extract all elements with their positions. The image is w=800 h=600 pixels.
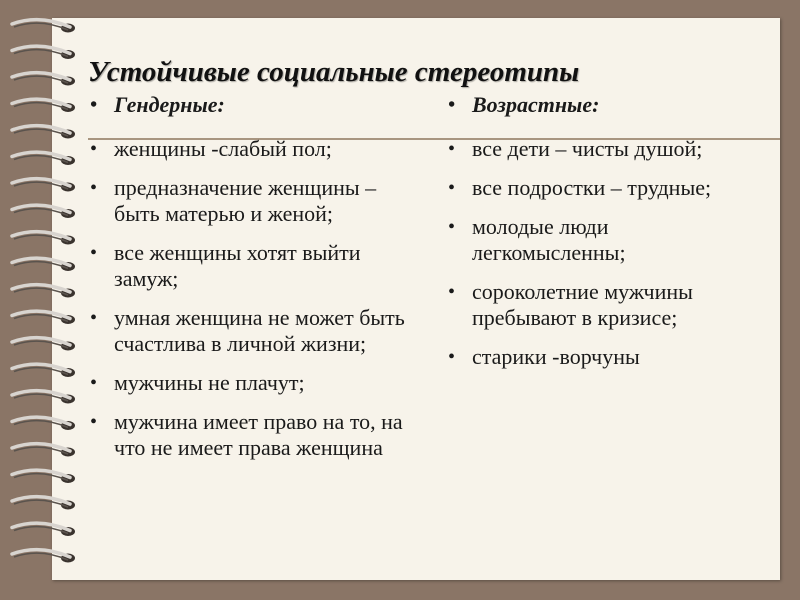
bullet-icon: • [448, 346, 456, 368]
binding-ring-icon [12, 523, 75, 536]
binding-ring-icon [12, 311, 75, 324]
list-item [446, 344, 746, 370]
bullet-icon: • [90, 242, 98, 264]
list-item-text: старики -ворчуны [472, 344, 640, 369]
binding-ring-icon [12, 550, 75, 563]
age-stereotypes-list [446, 92, 746, 383]
list-item [446, 279, 746, 331]
list-item [88, 175, 422, 227]
list-item-text: предназначение женщины – быть матерью и женой; [114, 175, 377, 226]
list-item [88, 370, 422, 396]
list-heading [88, 92, 422, 118]
bullet-icon: • [90, 307, 98, 329]
list-item-text: все женщины хотят выйти замуж; [114, 240, 361, 291]
bullet-icon: • [448, 177, 456, 199]
binding-ring-icon [12, 417, 75, 430]
slide-page [52, 18, 780, 580]
binding-ring-icon [12, 205, 75, 218]
list-item-text: молодые люди легкомысленны; [472, 214, 626, 265]
binding-ring-icon [12, 338, 75, 351]
binding-ring-icon [12, 126, 75, 139]
spiral-binding-icon [0, 14, 92, 584]
binding-ring-icon [12, 285, 75, 298]
binding-ring-icon [12, 46, 75, 59]
binding-ring-icon [12, 232, 75, 245]
list-item [88, 305, 422, 357]
binding-ring-icon [12, 497, 75, 510]
gender-heading: Гендерные: [114, 92, 225, 117]
binding-ring-icon [12, 391, 75, 404]
bullet-icon: • [90, 94, 98, 116]
binding-ring-icon [12, 73, 75, 86]
binding-ring-icon [12, 364, 75, 377]
binding-ring-icon [12, 444, 75, 457]
list-item [88, 136, 422, 162]
bullet-icon: • [90, 138, 98, 160]
slide-title: Устойчивые социальные стереотипы [88, 56, 580, 88]
list-item-text: женщины -слабый пол; [114, 136, 332, 161]
bullet-icon: • [448, 94, 456, 116]
list-item [446, 136, 746, 162]
bullet-icon: • [448, 216, 456, 238]
bullet-icon: • [90, 372, 98, 394]
bullet-icon: • [448, 138, 456, 160]
list-item [446, 214, 746, 266]
bullet-icon: • [90, 411, 98, 433]
binding-ring-icon [12, 470, 75, 483]
binding-ring-icon [12, 258, 75, 271]
list-item-text: сороколетние мужчины пребывают в кризисе; [472, 279, 693, 330]
bullet-icon: • [448, 281, 456, 303]
list-item-text: все дети – чисты душой; [472, 136, 703, 161]
list-item-text: мужчина имеет право на то, на что не имеет права женщина [114, 409, 403, 460]
bullet-icon: • [90, 177, 98, 199]
gender-stereotypes-list [88, 92, 422, 474]
list-item [446, 175, 746, 201]
list-item-text: умная женщина не может быть счастлива в личной жизни; [114, 305, 405, 356]
list-item-text: все подростки – трудные; [472, 175, 712, 200]
binding-ring-icon [12, 152, 75, 165]
list-item [88, 409, 422, 461]
list-heading [446, 92, 746, 118]
binding-ring-icon [12, 20, 75, 33]
list-item [88, 240, 422, 292]
binding-ring-icon [12, 179, 75, 192]
age-heading: Возрастные: [472, 92, 600, 117]
list-item-text: мужчины не плачут; [114, 370, 305, 395]
binding-ring-icon [12, 99, 75, 112]
